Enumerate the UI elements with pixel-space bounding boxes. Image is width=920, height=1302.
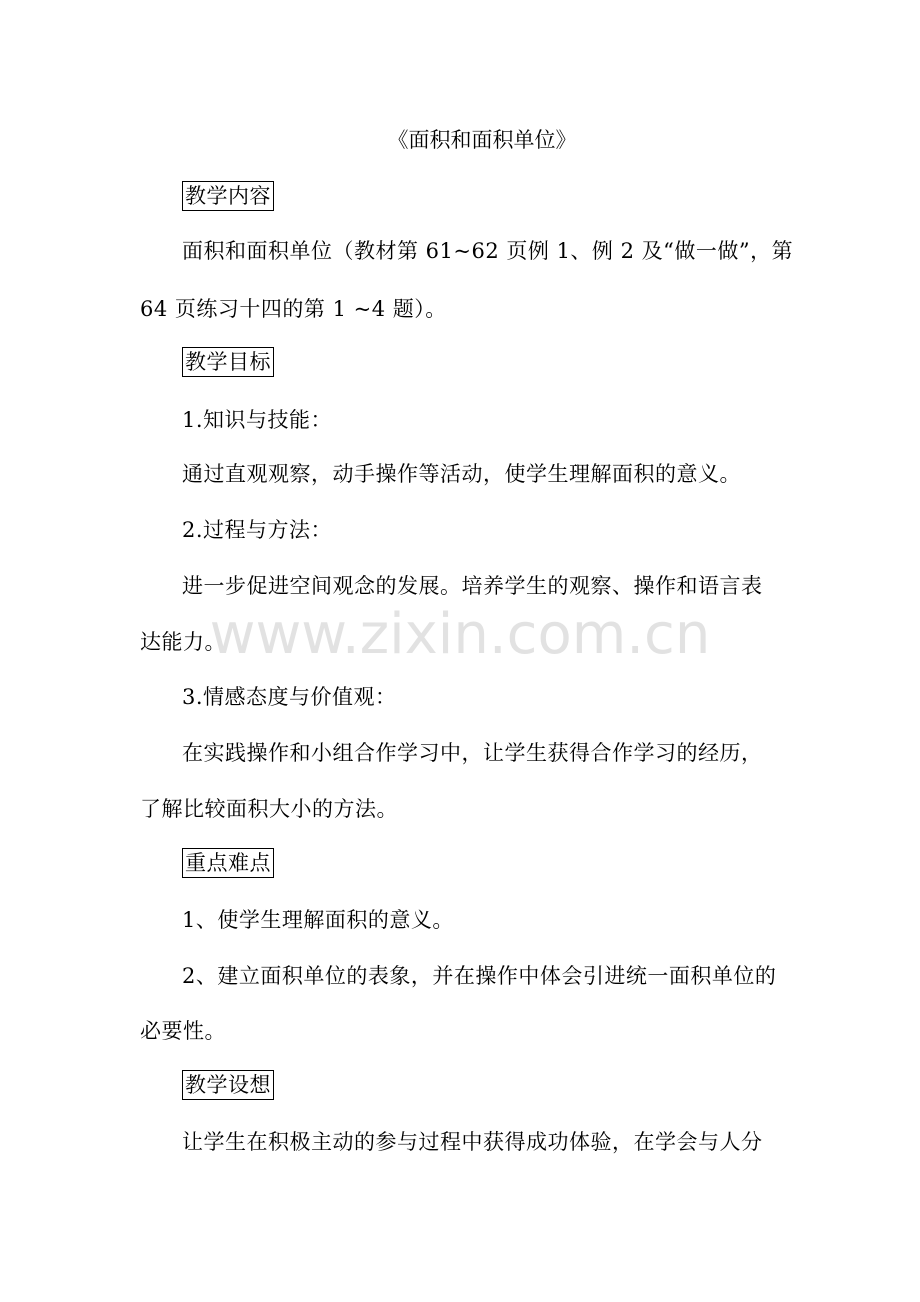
- design-paragraph-line1: 让学生在积极主动的参与过程中获得成功体验，在学会与人分: [182, 1130, 763, 1154]
- heading-teaching-goals: 教学目标: [182, 347, 274, 377]
- goal3-text-line1: 在实践操作和小组合作学习中，让学生获得合作学习的经历，: [182, 741, 763, 765]
- heading-teaching-content: 教学内容: [182, 181, 274, 211]
- key-point-1: 1、使学生理解面积的意义。: [182, 908, 454, 932]
- watermark-text: www.zixin.com.cn: [209, 602, 711, 667]
- key-point-2-line1: 2、建立面积单位的表象，并在操作中体会引进统一面积单位的: [182, 964, 777, 988]
- goal3-label: 3.情感态度与价值观：: [182, 685, 397, 709]
- heading-key-points: 重点难点: [182, 848, 274, 878]
- goal2-text-line2: 达能力。: [140, 630, 226, 654]
- document-title: 《面积和面积单位》: [387, 128, 577, 152]
- key-point-2-line2: 必要性。: [140, 1019, 226, 1043]
- content-paragraph-line2: 64 页练习十四的第 1 ~4 题）。: [140, 297, 447, 321]
- heading-teaching-design: 教学设想: [182, 1070, 274, 1100]
- goal1-text: 通过直观观察，动手操作等活动，使学生理解面积的意义。: [182, 462, 741, 486]
- goal2-text-line1: 进一步促进空间观念的发展。培养学生的观察、操作和语言表: [182, 574, 763, 598]
- goal3-text-line2: 了解比较面积大小的方法。: [140, 797, 398, 821]
- goal2-label: 2.过程与方法：: [182, 518, 333, 542]
- content-paragraph-line1: 面积和面积单位（教材第 61~62 页例 1、例 2 及“做一做”，第: [182, 239, 794, 263]
- goal1-label: 1.知识与技能：: [182, 408, 333, 432]
